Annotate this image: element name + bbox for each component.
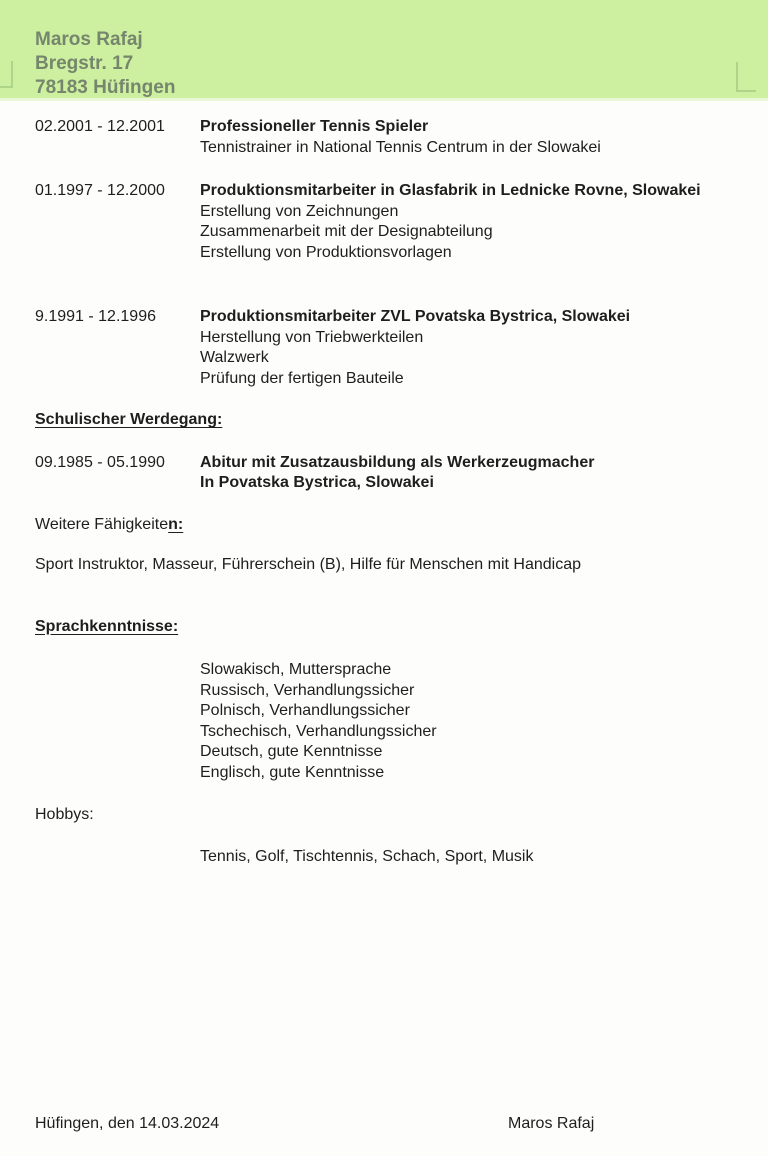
entry-title: Produktionsmitarbeiter in Glasfabrik in Lednicke Rovne, Slowakei: [200, 182, 701, 199]
fold-mark-icon: [736, 62, 756, 92]
hobbies-text: Tennis, Golf, Tischtennis, Schach, Sport, Musik: [200, 847, 534, 865]
entry-detail: Walzwerk: [200, 349, 269, 366]
language-item: Slowakisch, Muttersprache: [200, 661, 392, 678]
experience-entry: [35, 181, 733, 263]
entry-title: Professioneller Tennis Spieler: [200, 118, 429, 135]
entry-detail: Prüfung der fertigen Bauteile: [200, 369, 404, 387]
signature-name: Maros Rafaj: [508, 1115, 595, 1132]
language-item: Deutsch, gute Kenntnisse: [200, 743, 383, 760]
sender-city: 78183 Hüfingen: [35, 77, 176, 98]
section-heading-hobbies: Hobbys:: [35, 806, 94, 823]
entry-period: 9.1991 - 12.1996: [35, 308, 156, 325]
other-skills-heading-suffix: n:: [168, 515, 184, 533]
other-skills-heading-main: Weitere Fähigkeite: [35, 515, 169, 533]
sender-name: Maros Rafaj: [35, 29, 143, 50]
fold-mark-icon: [0, 61, 13, 88]
language-item: Tschechisch, Verhandlungssicher: [200, 722, 437, 740]
section-heading-other-skills: [35, 515, 733, 536]
languages-list: [200, 660, 733, 783]
language-item: Russisch, Verhandlungssicher: [200, 681, 415, 699]
header-band: [0, 0, 768, 101]
other-skills-text: Sport Instruktor, Masseur, Führerschein (B), Hilfe für Menschen mit Handicap: [35, 556, 581, 573]
entry-detail: Erstellung von Produktionsvorlagen: [200, 243, 452, 261]
entry-title-line2: In Povatska Bystrica, Slowakei: [200, 474, 434, 491]
sender-street: Bregstr. 17: [35, 53, 134, 74]
experience-entry: [35, 307, 733, 389]
cv-body: [0, 117, 768, 1135]
section-heading-languages: Sprachkenntnisse:: [35, 617, 179, 635]
entry-title: Produktionsmitarbeiter ZVL Povatska Bystrica, Slowakei: [200, 308, 631, 325]
entry-title: Abitur mit Zusatzausbildung als Werkerzeugmacher: [200, 453, 595, 471]
signature-line: [35, 1114, 733, 1135]
entry-detail: Herstellung von Triebwerkteilen: [200, 328, 424, 346]
experience-entry: [35, 117, 733, 158]
sender-address: [0, 0, 768, 100]
entry-detail: Erstellung von Zeichnungen: [200, 202, 399, 220]
entry-detail: Tennistrainer in National Tennis Centrum in der Slowakei: [200, 138, 601, 156]
language-item: Englisch, gute Kenntnisse: [200, 763, 385, 781]
section-heading-education: Schulischer Werdegang:: [35, 411, 223, 428]
entry-detail: Zusammenarbeit mit der Designabteilung: [200, 223, 493, 240]
entry-period: 01.1997 - 12.2000: [35, 182, 165, 199]
place-and-date: Hüfingen, den 14.03.2024: [35, 1115, 220, 1132]
entry-period: 09.1985 - 05.1990: [35, 453, 165, 471]
entry-period: 02.2001 - 12.2001: [35, 118, 165, 135]
language-item: Polnisch, Verhandlungssicher: [200, 702, 410, 719]
education-entry: [35, 453, 733, 494]
